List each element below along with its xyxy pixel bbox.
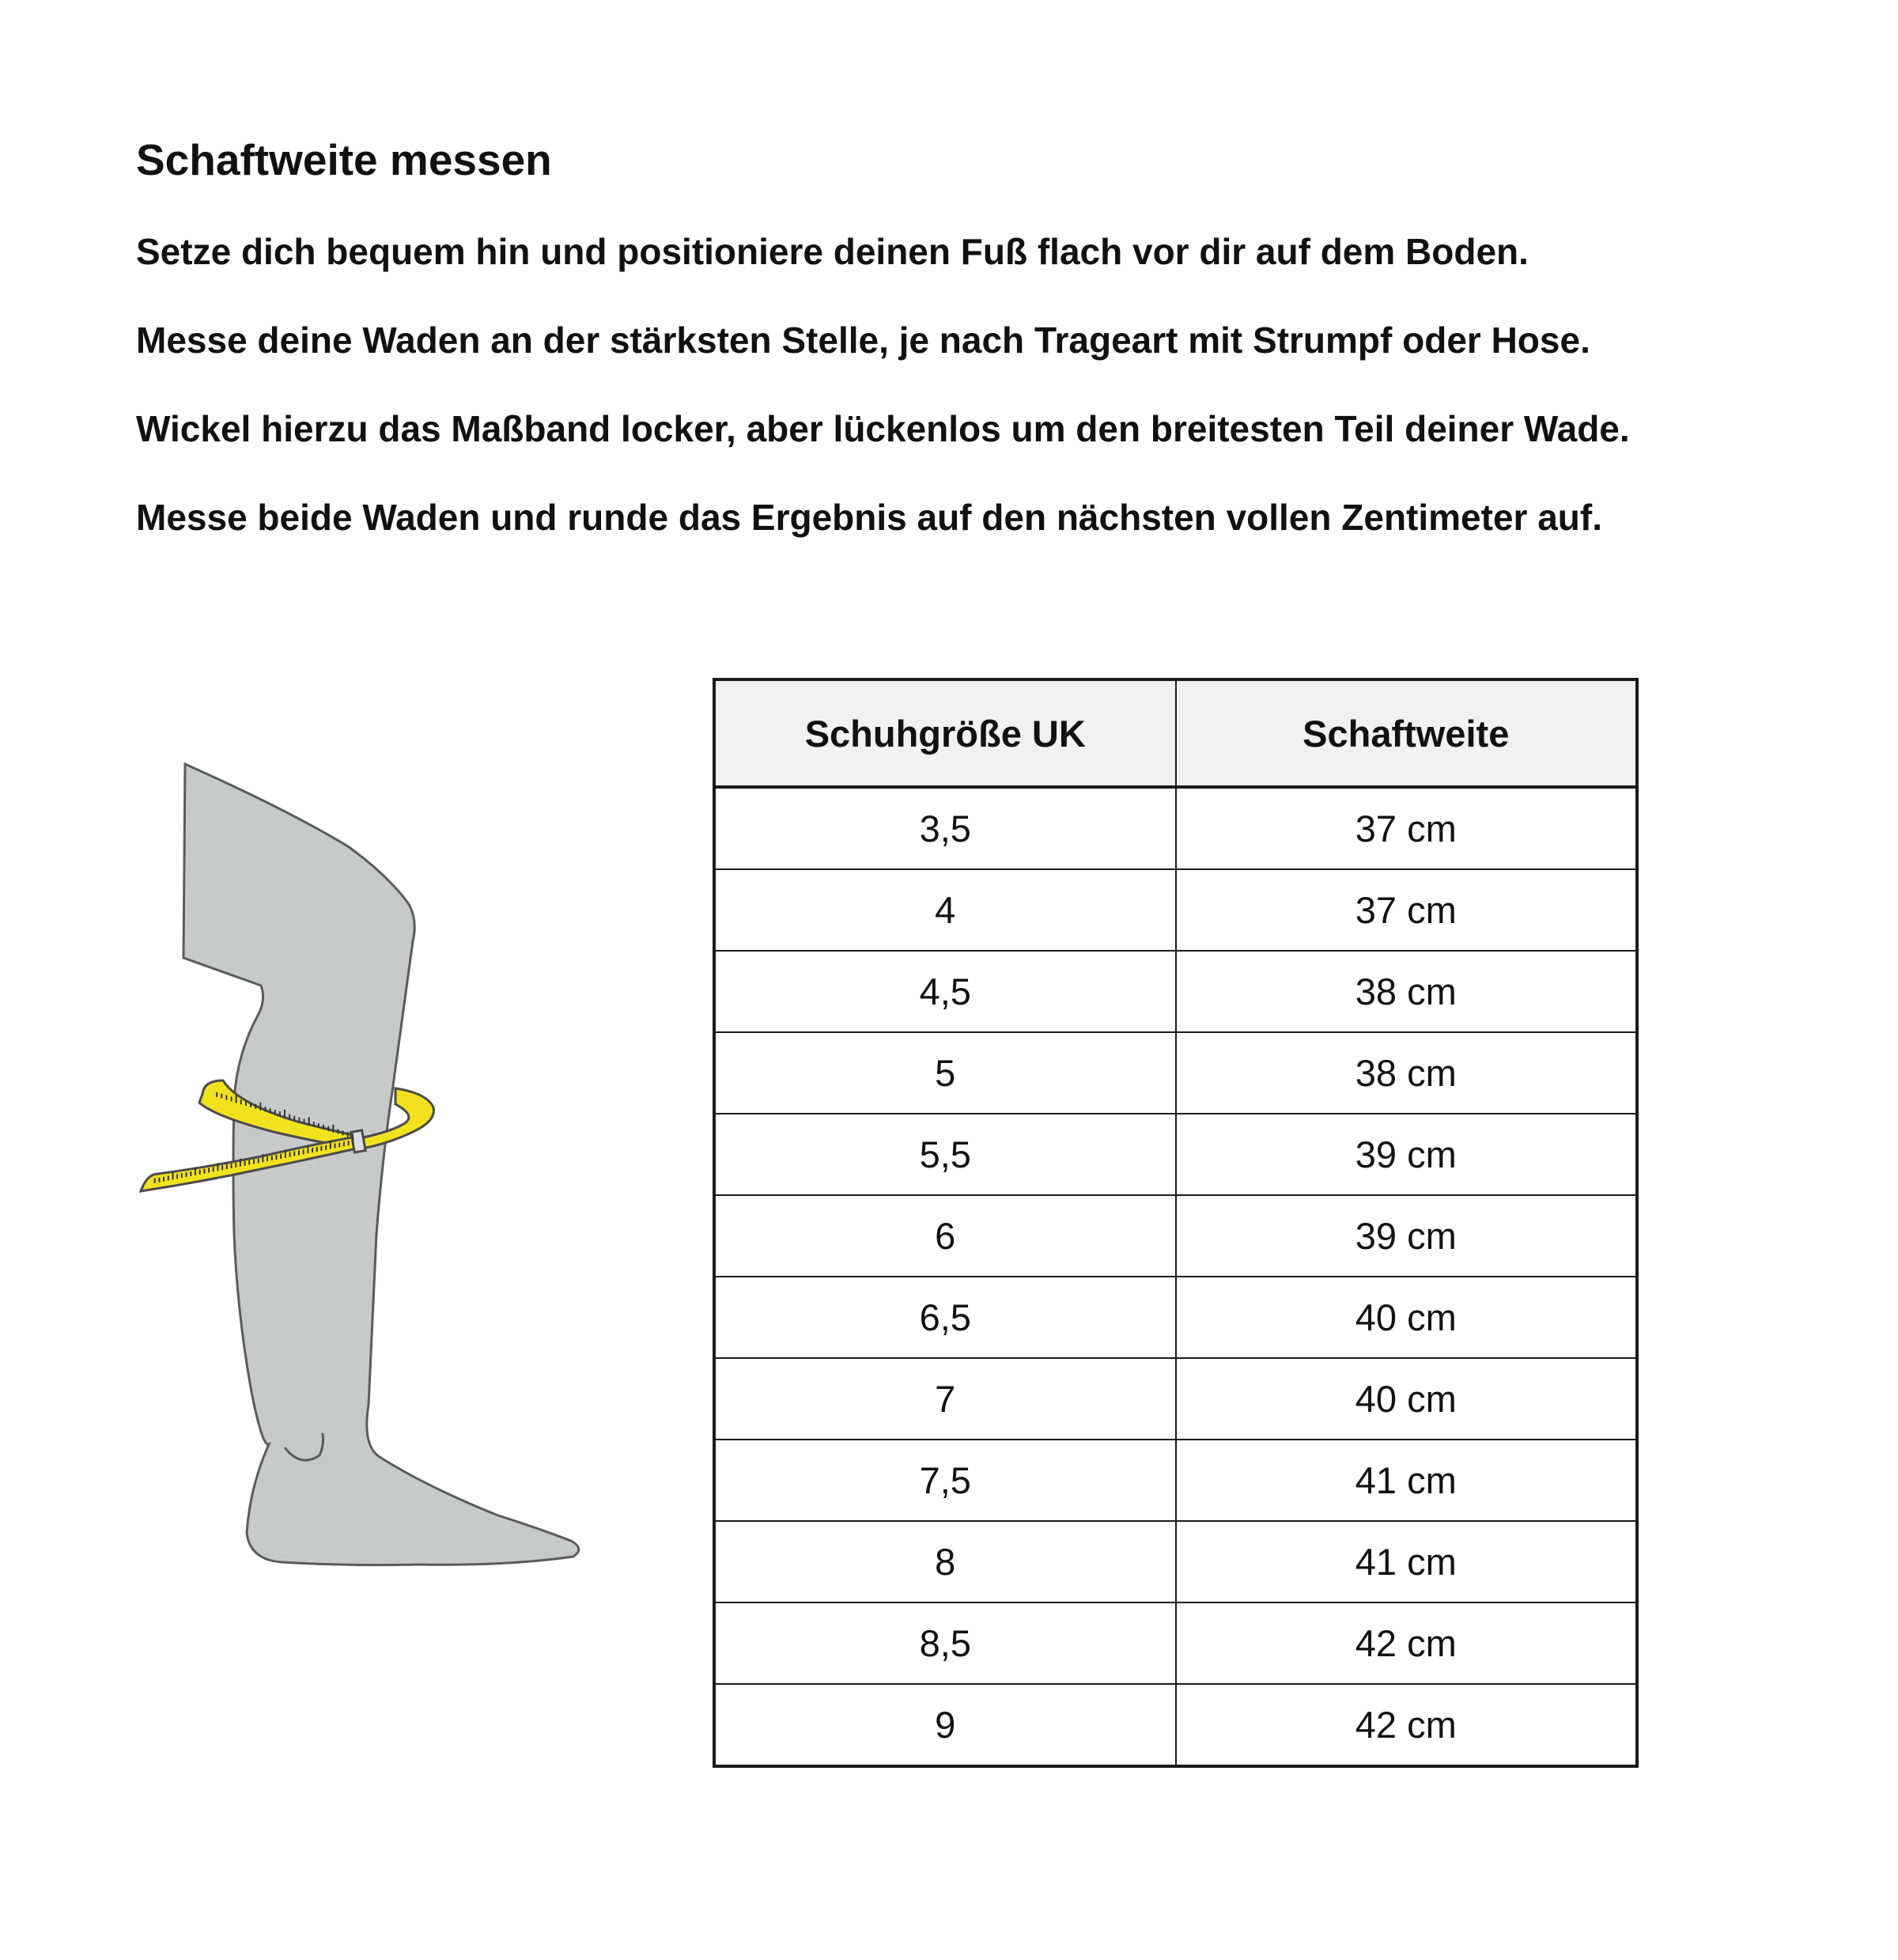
table-row [714,1277,1637,1358]
cell-shoe-size: 6,5 [714,1277,1176,1358]
table-row [714,1114,1637,1195]
cell-shoe-size: 8,5 [714,1602,1176,1684]
cell-shoe-size: 5 [714,1032,1176,1114]
cell-shaft-width: 37 cm [1176,869,1638,951]
cell-shaft-width: 42 cm [1176,1602,1638,1684]
table-row [714,1195,1637,1277]
instruction-item: Wickel hierzu das Maßband locker, aber lückenlos um den breitesten Teil deiner Wade. [136,408,1630,449]
instruction-item: Setze dich bequem hin und positioniere deinen Fuß flach vor dir auf dem Boden. [136,231,1529,272]
cell-shaft-width: 41 cm [1176,1521,1638,1602]
cell-shoe-size: 4 [714,869,1176,951]
table-row [714,1358,1637,1440]
cell-shaft-width: 40 cm [1176,1277,1638,1358]
cell-shoe-size: 7 [714,1358,1176,1440]
cell-shaft-width: 39 cm [1176,1114,1638,1195]
table-row [714,1521,1637,1602]
cell-shaft-width: 38 cm [1176,1032,1638,1114]
cell-shoe-size: 9 [714,1684,1176,1766]
cell-shaft-width: 40 cm [1176,1358,1638,1440]
cell-shoe-size: 7,5 [714,1440,1176,1521]
table-row [714,951,1637,1032]
header-shoe-size: Schuhgröße UK [714,679,1176,787]
cell-shaft-width: 39 cm [1176,1195,1638,1277]
instruction-list [136,229,1836,584]
instruction-item: Messe deine Waden an der stärksten Stelle, je nach Trageart mit Strumpf oder Hose. [136,320,1590,361]
cell-shaft-width: 38 cm [1176,951,1638,1032]
table-row [714,1440,1637,1521]
cell-shoe-size: 5,5 [714,1114,1176,1195]
table-header-row [714,679,1637,787]
leg-measuring-illustration [134,759,593,1574]
cell-shaft-width: 41 cm [1176,1440,1638,1521]
header-shaft-width: Schaftweite [1176,679,1638,787]
size-table [713,678,1639,1768]
table-row [714,1684,1637,1766]
cell-shaft-width: 42 cm [1176,1684,1638,1766]
page-title: Schaftweite messen [136,135,552,184]
cell-shaft-width: 37 cm [1176,787,1638,869]
table-row [714,869,1637,951]
cell-shoe-size: 3,5 [714,787,1176,869]
cell-shoe-size: 8 [714,1521,1176,1602]
instruction-item: Messe beide Waden und runde das Ergebnis auf den nächsten vollen Zentimeter auf. [136,497,1602,538]
table-row [714,1032,1637,1114]
cell-shoe-size: 4,5 [714,951,1176,1032]
table-row [714,1602,1637,1684]
table-row [714,787,1637,869]
cell-shoe-size: 6 [714,1195,1176,1277]
